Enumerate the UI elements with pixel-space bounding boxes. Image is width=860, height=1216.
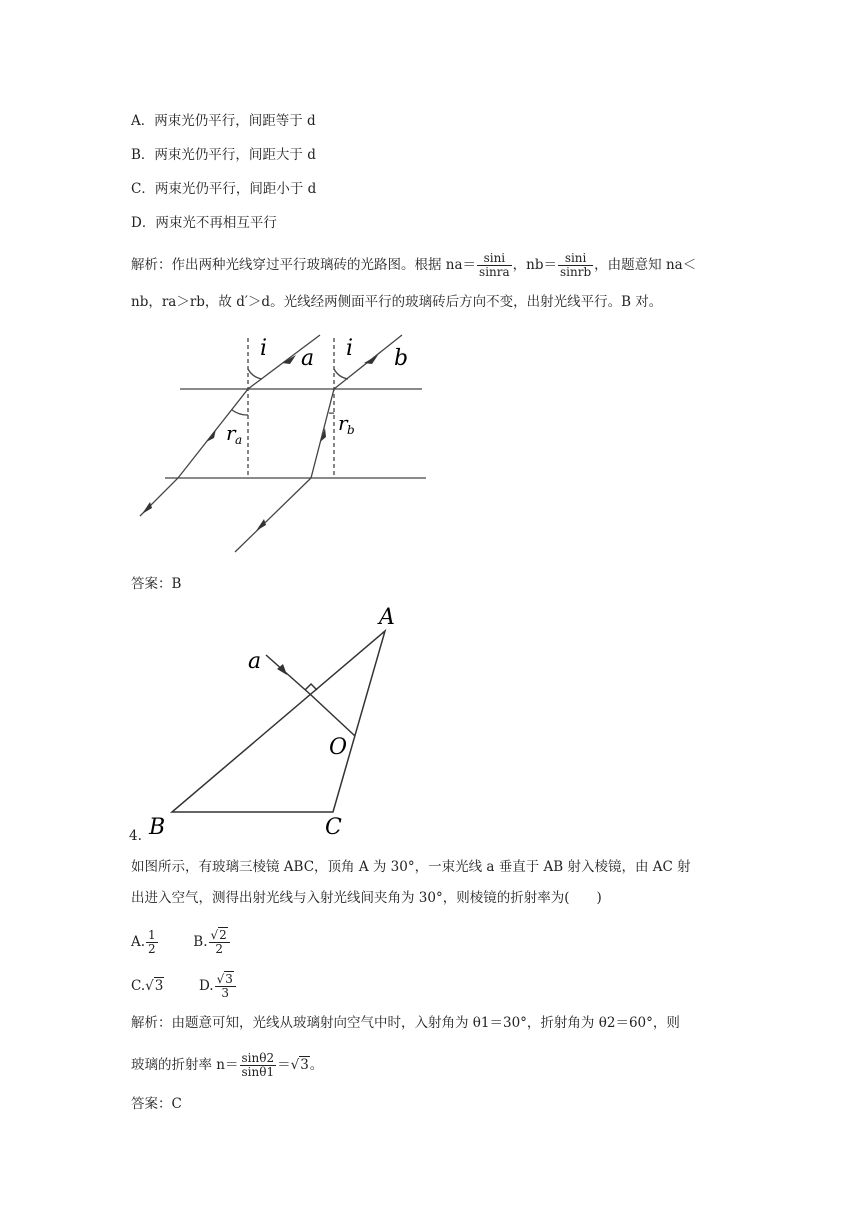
question-number: 4. [129,828,142,844]
label-rb-sub: b [347,423,355,437]
analysis-text-3: ，由题意知 na＜ [594,257,697,273]
fraction-nb-den: sinrb [560,265,592,279]
label-O: O [329,735,348,760]
q4-analysis-num: sinθ2 [241,1051,275,1065]
opt-b-rad: 2 [219,928,227,942]
prism-figure [145,600,415,840]
opt-b-den: 2 [215,942,223,956]
analysis-text-1: 解析：作出两种光线穿过平行玻璃砖的光路图。根据 na＝ [131,257,477,273]
opt-b-fraction: $\frac{√2}{2}$ [209,929,230,956]
fraction-na [477,252,512,279]
label-i-a: i [260,336,268,361]
q4-options-cd: C.√3 D. $\frac{√3}{3}$ [131,973,237,1000]
arrow-a-out [142,502,152,514]
fraction-nb [558,252,593,279]
fraction-na-den: sinra [479,265,510,279]
label-rb: r [338,411,348,435]
label-C: C [325,815,342,840]
label-A: A [379,605,395,630]
option-b: B．两束光仍平行，间距大于 d [131,147,316,163]
q4-analysis-den: sinθ1 [241,1065,275,1079]
fraction-nb-num: sini [558,252,593,266]
opt-d-label: D. [198,978,214,994]
label-b: b [394,346,409,371]
arrow-a-in [282,355,296,364]
q4-analysis-2: 玻璃的折射率 n＝ $\frac{\sin\theta 2}{\sin\theta 1}$ ＝√3。 [131,1051,324,1079]
option-c: C．两束光仍平行，间距小于 d [131,181,317,197]
opt-a-num: 1 [148,928,156,942]
q4-analysis-2-pre: 玻璃的折射率 n＝ [131,1057,239,1073]
label-i-b: i [346,336,354,361]
q4-stem-1: 如图所示，有玻璃三棱镜 ABC，顶角 A 为 30°，一束光线 a 垂直于 AB 射入棱镜，由 AC 射 [131,859,691,875]
label-B: B [149,815,166,840]
label-ra-sub: a [235,433,243,447]
q4-analysis-end: 。 [309,1057,324,1073]
angle-i-a [248,369,262,379]
arrow-b-out [256,519,266,531]
angle-i-b [334,369,348,379]
answer-q4: 答案：C [131,1096,182,1112]
ray-b [235,335,402,552]
q4-analysis-rad: 3 [300,1057,309,1073]
opt-a-den: 2 [148,942,156,956]
fraction-na-num: sini [477,252,512,266]
label-a-ray: a [248,649,262,674]
opt-a-fraction [146,929,158,956]
angle-ra [232,410,248,415]
option-a: A．两束光仍平行，间距等于 d [131,113,316,129]
prism-triangle [172,631,385,812]
analysis-line-2: nb，ra＞rb，故 d′＞d。光线经两侧面平行的玻璃砖后方向不变，出射光线平行。B 对。 [131,294,663,310]
opt-d-fraction: $\frac{√3}{3}$ [215,973,236,1000]
analysis-text-2: ，nb＝ [512,257,558,273]
q4-analysis-1: 解析：由题意可知，光线从玻璃射向空气中时，入射角为 θ1＝30°，折射角为 θ2＝60°，则 [131,1015,680,1031]
opt-c-rad: 3 [154,978,164,994]
opt-a-label: A. [131,934,146,950]
analysis-line-1 [131,252,696,279]
opt-c-label: C. [131,978,146,994]
right-angle-mark [305,684,317,690]
label-a: a [301,346,315,371]
option-d: D．两束光不再相互平行 [131,215,277,231]
q4-analysis-fraction [240,1052,277,1079]
answer-q3: 答案：B [131,576,182,592]
q4-analysis-eq: ＝ [277,1057,291,1073]
arrow-b-in [364,355,378,364]
q4-options-ab [131,929,231,956]
q4-stem-2: 出进入空气，测得出射光线与入射光线间夹角为 30°，则棱镜的折射率为( ) [131,890,602,906]
opt-d-den: 3 [221,986,230,1000]
label-ra: r [226,421,236,445]
glass-slab-figure [130,325,440,560]
opt-d-rad: 3 [225,972,233,986]
opt-b-label: B. [193,934,208,950]
